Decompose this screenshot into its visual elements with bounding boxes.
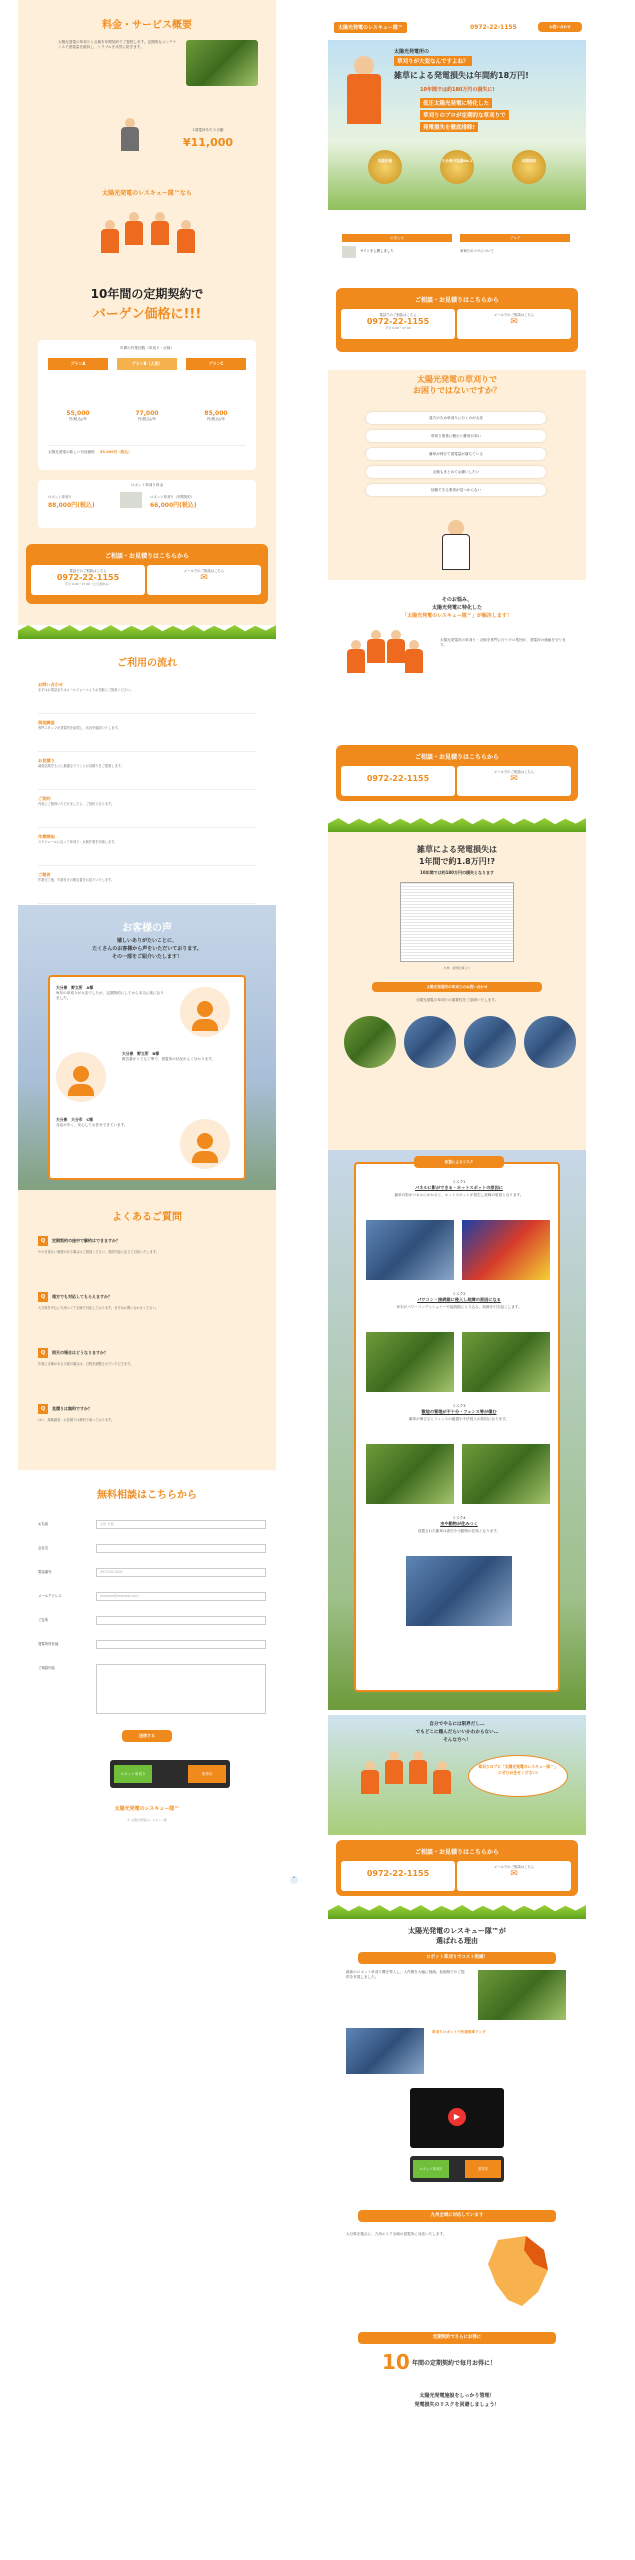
award-badge: 年間契約 — [512, 150, 546, 184]
hero-section — [328, 40, 586, 210]
plan-a — [48, 358, 108, 422]
closing-line-1: 太陽光発電施設をしっかり管理！ — [419, 2393, 495, 2399]
risks-tag: 放置によるリスク — [414, 1156, 504, 1168]
avatar — [180, 1119, 230, 1169]
reason-2-desc: 大分県を拠点に、九州エリア全域の発電所に対応いたします。 — [346, 2232, 447, 2236]
avatar — [56, 1052, 106, 1102]
robot-banner-label: ロボット草刈り — [413, 2160, 449, 2178]
worries-title-1: 太陽光発電の草刈りで — [417, 375, 497, 384]
hero-line-5: 低圧太陽光発電に特化した — [420, 98, 492, 108]
plan-b-name: プランB（人気） — [117, 358, 177, 370]
rescue-team-illustration — [358, 1751, 458, 1811]
outro-line-2: でもどこに頼んだらいいかわからない… — [415, 1730, 499, 1735]
option-price: 55,000円（税込） — [99, 450, 132, 454]
voice-name: 大分県 野立所 B様 — [122, 1051, 160, 1056]
mail-label: メールでのご相談はこちら — [493, 313, 535, 317]
voice-section — [18, 905, 276, 1195]
left-column — [18, 0, 276, 2560]
play-icon[interactable]: ▶ — [448, 2108, 466, 2126]
field-label: 発電所所在地 — [38, 1642, 59, 1646]
reason-1-desc: 最新のロボット草刈り機を導入し、人件費を大幅に削減。低価格でのご提供を実現しました。 — [346, 1970, 465, 1979]
reason-3-text: 年間の定期契約で毎月お得に！ — [412, 2360, 497, 2367]
reasons-title-1: 太陽光発電のレスキュー隊™が — [408, 1927, 506, 1935]
voice-name: 大分県 野立所 A様 — [56, 985, 94, 990]
mail-box[interactable] — [457, 309, 571, 339]
grass-divider — [328, 818, 586, 832]
business-hours: 平日 9:00〜17:00 — [385, 326, 411, 330]
mail-box[interactable] — [457, 1861, 571, 1891]
voice-intro-3: その一部をご紹介いたします！ — [111, 954, 182, 960]
robot-contract-price: 66,000円(税込) — [150, 502, 197, 509]
mail-label: メールでのご相談はこちら — [493, 770, 535, 774]
news-tab[interactable]: お知らせ — [342, 234, 452, 242]
risk-item — [362, 1292, 556, 1310]
kyushu-map-svg — [478, 2230, 564, 2310]
contact-title: ご相談・お見積りはこちらから — [104, 553, 189, 560]
risk-photo — [462, 1332, 550, 1392]
blog-text[interactable]: 草刈りのコツについて — [460, 249, 494, 253]
pricing-intro: 太陽光発電の草刈りと点検を年間契約でご提供します。定期的なメンテナンスで発電量を維持し、トラブルを未然に防ぎます。 — [58, 40, 177, 49]
faq-answer: はい、現地調査・お見積りは無料で承っております。 — [38, 1418, 115, 1422]
loss-subtitle: 10年間では約180万円の損失となります — [420, 870, 494, 875]
headline-2: バーゲン価格に!!! — [92, 307, 202, 322]
contact-block-2 — [336, 288, 578, 352]
flow-step — [38, 758, 256, 790]
risks-card — [354, 1162, 560, 1692]
plan-a-unit: 円(税込)/年 — [68, 417, 88, 421]
voice-name: 大分県 大分市 C様 — [56, 1117, 93, 1122]
solution-line-2: 太陽光発電に特化した — [431, 605, 482, 611]
voice-intro-2: たくさんのお客様から声をいただいております。 — [92, 946, 202, 952]
risk-desc: 雑草が伸びるとフェンスの破損や不法侵入の原因になります。 — [408, 1417, 510, 1421]
faq-item[interactable] — [38, 1292, 256, 1311]
risk-desc: 放置された雑草は害虫や小動物の住処となります。 — [417, 1529, 501, 1533]
worry-bubble: 雑草が伸びて発電量が落ちている — [366, 448, 546, 460]
video-player[interactable] — [410, 2088, 504, 2148]
plan-b-price: 77,000 — [135, 410, 159, 417]
robot-normal-price: 88,000円(税込) — [48, 502, 95, 509]
flow-step-desc: 作業完了後、写真付きの報告書をお送りいたします。 — [38, 878, 115, 882]
worry-bubble: 遠方のため草刈りに行くのが大変 — [366, 412, 546, 424]
business-hours: 平日 9:00〜17:00（土日祝休み） — [64, 582, 112, 586]
phone-number[interactable]: 0972-22-1155 — [366, 1869, 430, 1878]
company-input[interactable] — [96, 1544, 266, 1553]
panel-photo — [464, 1016, 516, 1068]
risk-title: 敷地の管理が不十分・フェンス等が傷む — [421, 1409, 497, 1414]
risks-section — [328, 1150, 586, 1710]
reasons-section — [328, 1920, 586, 2560]
site-header — [328, 0, 586, 40]
hero-line-7: 発電損失を徹底排除! — [420, 122, 478, 132]
phone-number[interactable]: 0972-22-1155 — [366, 774, 430, 783]
field-label: ご相談内容 — [38, 1666, 55, 1670]
site-logo[interactable]: 太陽光発電のレスキュー隊™ — [334, 22, 407, 33]
pricing-card — [38, 340, 256, 470]
flow-step-desc: 内容にご納得いただけましたら、ご契約となります。 — [38, 802, 115, 806]
hero-line-1: 太陽光発電所の — [394, 49, 430, 55]
risk-title: パネルに影ができる・ホットスポットの原因に — [415, 1185, 503, 1190]
faq-section — [18, 1190, 276, 1470]
phone-number[interactable]: 0972-22-1155 — [56, 573, 120, 582]
mail-box[interactable] — [457, 766, 571, 796]
reason-2-header: 九州全域に対応しています — [358, 2210, 556, 2222]
loss-title-2: 1年間で約1.8万円!? — [418, 857, 496, 866]
contact-title: ご相談・お見積りはこちらから — [414, 297, 499, 304]
flow-step-desc: まずはお電話またはメールフォームよりお気軽にご相談ください。 — [38, 688, 134, 692]
q-icon: Q — [38, 1348, 48, 1358]
grass-divider — [328, 1905, 586, 1919]
phone-box[interactable] — [341, 766, 455, 796]
solution-line-3: 「太陽光発電のレスキュー隊™」が解決します！ — [402, 613, 512, 619]
flow-step-title: ご報告 — [38, 872, 51, 877]
risk-item — [362, 1404, 556, 1422]
pricing-section — [18, 0, 276, 625]
worry-bubble: 信頼できる業者が見つからない — [366, 484, 546, 496]
thermal-photo — [462, 1220, 550, 1280]
kyushu-map — [478, 2230, 564, 2310]
faq-question[interactable]: 定期契約の途中で解約はできますか？ — [52, 1238, 120, 1243]
phone-input[interactable]: 0972-00-0000 — [96, 1568, 266, 1577]
flow-step-title: 現地調査 — [38, 720, 55, 725]
mail-label: メールでのご相談はこちら — [493, 1865, 535, 1869]
risk-number: リスク3 — [452, 1404, 466, 1408]
plan-note: 年間の作業回数（草刈り・点検） — [120, 346, 174, 350]
loss-section — [328, 832, 586, 1154]
phone-box[interactable] — [341, 309, 455, 339]
hero-line-2: 草刈りが大変なんですよね？ — [394, 56, 472, 66]
monthly-label: 1発電所あたり月額 — [192, 128, 224, 132]
robot-banner-badge: 業界初 — [188, 1765, 226, 1783]
voice-title: お客様の声 — [122, 923, 172, 934]
faq-answer: やむを得ない事情がある場合はご相談ください。契約内容に応じて対応いたします。 — [38, 1250, 159, 1254]
risk-photo — [406, 1556, 512, 1626]
header-cta-button[interactable]: お問い合わせ — [538, 22, 582, 32]
flow-step-desc: 専門スタッフが発電所を訪問し、状況を確認いたします。 — [38, 726, 121, 730]
reason-1-header: ロボット草刈りでコスト削減！ — [358, 1952, 556, 1964]
mail-label: メールでのご相談はこちら — [183, 569, 225, 573]
field-label: 会社名 — [38, 1546, 49, 1550]
reason-3-big-number: 10 — [382, 2350, 410, 2374]
pricing-title: 料金・サービス概要 — [102, 20, 192, 31]
submit-button[interactable]: 送信する — [122, 1730, 172, 1742]
voice-text: 対応が早く、安心してお任せできています。 — [56, 1123, 128, 1127]
hero-line-4: 10年間では約180万円の損失に! — [420, 87, 495, 93]
loss-caption: 太陽光発電の草刈りの重要性をご説明いたします。 — [415, 998, 499, 1002]
risk-item — [362, 1180, 556, 1198]
headline-1: 10年間の定期契約で — [90, 287, 204, 301]
page-top-icon[interactable]: ⌃ — [291, 1876, 297, 1883]
plan-a-name: プランA — [48, 358, 108, 370]
mascot-illustration — [342, 56, 386, 126]
risk-photo — [366, 1444, 454, 1504]
speech-bubble: 草刈りのプロ「太陽光発電のレスキュー隊™」にぜひお任せください! — [468, 1755, 568, 1797]
news-text[interactable]: サイトを公開しました — [360, 249, 394, 253]
plan-c-price: 85,000 — [204, 410, 228, 417]
risk-number: リスク2 — [452, 1292, 466, 1296]
flow-step-title: ご契約 — [38, 796, 51, 801]
avatar — [180, 987, 230, 1037]
hero-line-3: 雑草による発電損失は年間約18万円! — [394, 71, 529, 80]
flow-step-desc: 調査結果をもとに最適なプランとお見積りをご提案します。 — [38, 764, 124, 768]
faq-question[interactable]: 見積りは無料ですか？ — [52, 1406, 92, 1411]
flow-step — [38, 872, 256, 904]
panel-photo — [524, 1016, 576, 1068]
robot-title: ロボット草刈り料金 — [130, 483, 164, 487]
field-label: ご住所 — [38, 1618, 49, 1622]
option-row — [48, 445, 246, 455]
name-input[interactable]: 山田 太郎 — [96, 1520, 266, 1529]
reason-3-header: 定期契約でさらにお得に — [358, 2332, 556, 2344]
worker-illustration — [118, 118, 142, 152]
faq-item[interactable] — [38, 1404, 256, 1423]
risk-title: 虫や動物が住みつく — [440, 1521, 478, 1526]
outro-section — [328, 1715, 586, 1835]
rescue-team-illustration — [344, 630, 424, 690]
faq-item[interactable] — [38, 1236, 256, 1255]
header-phone[interactable]: 0972-22-1155 — [470, 24, 517, 31]
rescue-team-illustration — [98, 212, 198, 272]
risk-item — [362, 1516, 556, 1534]
worries-title-2: お困りではないですか？ — [413, 386, 501, 395]
weeds-photo — [344, 1016, 396, 1068]
field-label: お名前 — [38, 1522, 49, 1526]
mail-icon: ✉ — [200, 573, 208, 583]
right-column — [328, 0, 586, 2560]
address-input[interactable] — [96, 1616, 266, 1625]
robot-banner-badge: 業界初 — [465, 2160, 501, 2178]
mail-icon: ✉ — [510, 774, 518, 784]
plant-location-input[interactable] — [96, 1640, 266, 1649]
solution-desc: 太陽光発電所の草刈り・点検を専門に行うプロ集団が、発電所の価値を守ります。 — [440, 638, 566, 647]
robot-normal-label: ロボット草刈り — [48, 495, 72, 499]
risk-photo — [366, 1220, 454, 1280]
worries-section — [328, 370, 586, 580]
phone-label: 電話でのご相談はこちら — [379, 313, 417, 317]
phone-box[interactable] — [31, 565, 145, 595]
flow-step-title: お問い合わせ — [38, 682, 64, 687]
contact-title: ご相談・お見積りはこちらから — [414, 754, 499, 761]
rescue-intro: 太陽光発電のレスキュー隊™なら — [102, 190, 192, 197]
voice-item — [56, 1117, 166, 1128]
voice-intro-1: 嬉しいありがたいことに、 — [116, 938, 177, 944]
mail-icon: ✉ — [510, 317, 518, 327]
outro-line-1: 自分でやるには限界だし… — [429, 1722, 485, 1727]
q-icon: Q — [38, 1404, 48, 1414]
robot-banner-label: ロボット草刈り — [114, 1765, 152, 1783]
risk-desc: 草木がパワーコンディショナーや接続箱に入り込み、故障を引き起こします。 — [396, 1305, 522, 1309]
risk-number: リスク1 — [452, 1180, 466, 1184]
mail-box[interactable] — [147, 565, 261, 595]
contact-block-1 — [26, 544, 268, 604]
closing-line-2: 発電損失のリスクを回避しましょう！ — [414, 2402, 500, 2408]
solution-line-1: そのお悩み、 — [441, 597, 473, 603]
flow-step — [38, 796, 256, 828]
plan-c-name: プランC — [186, 358, 246, 370]
reasons-title-2: 選ばれる理由 — [436, 1937, 478, 1945]
field-label: メールアドレス — [38, 1594, 62, 1598]
risk-photo — [462, 1444, 550, 1504]
reason-1-sub: 草刈りロボットで作業効率アップ — [432, 2030, 486, 2034]
phone-number[interactable]: 0972-22-1155 — [366, 317, 430, 326]
flow-step-title: お見積り — [38, 758, 55, 763]
panel-photo — [404, 1016, 456, 1068]
risk-title: パワコン・接続箱に侵入し故障の原因になる — [417, 1297, 501, 1302]
panel-photo — [346, 2028, 424, 2074]
form-section — [18, 1470, 276, 1900]
email-input[interactable]: example@example.com — [96, 1592, 266, 1601]
voice-item — [56, 985, 166, 1001]
plan-c-unit: 円(税込)/年 — [206, 417, 226, 421]
plan-c — [186, 358, 246, 422]
blog-tab[interactable]: ブログ — [460, 234, 570, 242]
message-textarea[interactable] — [96, 1664, 266, 1714]
grass-divider — [18, 625, 276, 639]
form-title: 無料相談はこちらから — [97, 1490, 197, 1501]
mowing-photo — [186, 40, 258, 86]
phone-box[interactable] — [341, 1861, 455, 1891]
faq-answer: 大分県を中心に九州エリア全域で対応しております。まずはお問い合わせください。 — [38, 1306, 159, 1310]
flow-step-desc: スケジュールに沿って草刈り・点検作業を実施します。 — [38, 840, 118, 844]
news-section — [328, 230, 586, 270]
robot-banner[interactable] — [410, 2156, 504, 2182]
robot-mower-photo — [478, 1970, 566, 2020]
risk-photo — [366, 1332, 454, 1392]
copyright: © 太陽光発電のレスキュー隊 — [127, 1818, 167, 1822]
flow-step-title: 作業開始 — [38, 834, 55, 839]
award-badge: 実績多数 — [368, 150, 402, 184]
worry-bubble: 点検もまとめてお願いしたい — [366, 466, 546, 478]
faq-question[interactable]: 雨天の場合はどうなりますか？ — [52, 1350, 108, 1355]
field-label: 電話番号 — [38, 1570, 52, 1574]
voice-text: 毎年の草刈りが大変でしたが、定期契約にしてから本当に楽になりました。 — [56, 991, 164, 1000]
loss-source: 出典：新聞記事より — [443, 966, 471, 970]
loss-link-button[interactable]: 太陽光発電所の草刈りのお問い合わせ — [372, 982, 542, 992]
robot-mower-image — [120, 492, 142, 508]
risk-desc: 雑草の影がパネルにかかると、ホットスポットが発生し故障の原因となります。 — [394, 1193, 524, 1197]
flow-step — [38, 834, 256, 866]
risk-number: リスク4 — [452, 1516, 466, 1520]
voice-item — [122, 1051, 240, 1062]
plan-b-unit: 円(税込)/年 — [137, 417, 157, 421]
phone-label: 電話でのご相談はこちら — [69, 569, 107, 573]
flow-step — [38, 682, 256, 714]
faq-answer: 作業に支障がある天候の場合は、日程を調整させていただきます。 — [38, 1362, 134, 1366]
contact-title: ご相談・お見積りはこちらから — [414, 1849, 499, 1856]
plan-b — [117, 358, 177, 422]
mail-icon: ✉ — [510, 1869, 518, 1879]
faq-item[interactable] — [38, 1348, 256, 1367]
faq-title: よくあるご質問 — [112, 1212, 182, 1223]
voice-intro — [18, 937, 276, 961]
monthly-price: ¥11,000 — [182, 136, 234, 149]
q-icon: Q — [38, 1292, 48, 1302]
solution-section — [328, 590, 586, 740]
hero-line-6: 草刈りのプロが定期的な草刈りで — [420, 110, 509, 120]
robot-contract-label: ロボット草刈り（年間契約） — [150, 495, 195, 499]
contact-block-3 — [336, 745, 578, 801]
award-badge: 大分県内実績No.1 — [440, 150, 474, 184]
faq-question[interactable]: 遠方でも対応してもらえますか？ — [52, 1294, 112, 1299]
q-icon: Q — [38, 1236, 48, 1246]
flow-step — [38, 720, 256, 752]
flow-section — [18, 640, 276, 910]
worry-bubble: 草刈り業者に頼むと費用が高い — [366, 430, 546, 442]
news-thumbnail — [342, 246, 356, 258]
robot-banner[interactable] — [110, 1760, 230, 1788]
flow-title: ご利用の流れ — [117, 658, 177, 669]
outro-line-3: そんな方へ！ — [443, 1738, 471, 1743]
contact-block-4 — [336, 1840, 578, 1896]
robot-price-card — [38, 480, 256, 528]
voice-card — [48, 975, 246, 1180]
worried-person-illustration — [438, 520, 474, 570]
option-label: 太陽光発電の新しい付加価格 — [48, 450, 95, 454]
loss-title-1: 雑草による発電損失は — [417, 845, 497, 854]
plan-a-price: 55,000 — [66, 410, 90, 417]
voice-text: 報告書がとても丁寧で、発電所の状況がよく分かります。 — [122, 1057, 216, 1061]
newspaper-clipping — [400, 882, 514, 962]
footer-logo[interactable]: 太陽光発電のレスキュー隊™ — [114, 1806, 180, 1812]
